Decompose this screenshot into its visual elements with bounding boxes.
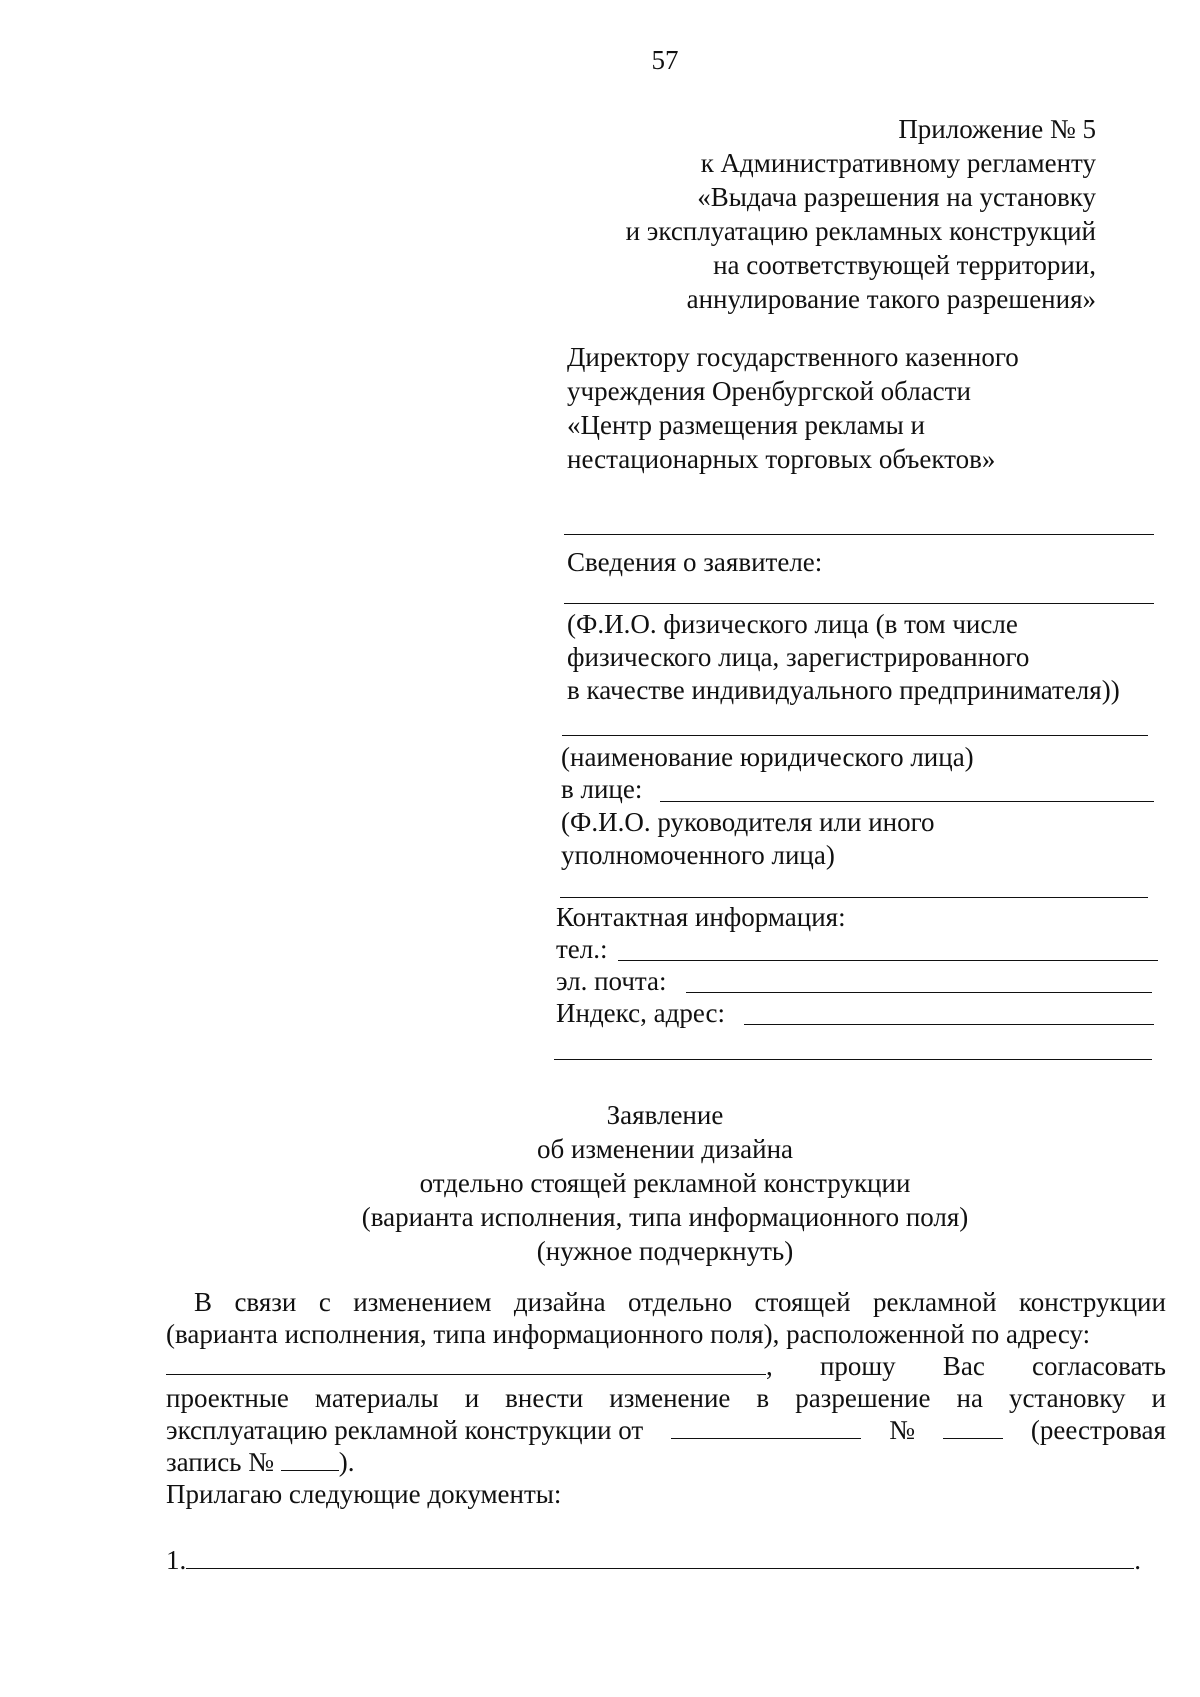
appendix-line: на соответствующей территории, [713, 250, 1096, 280]
representative-caption [561, 806, 935, 872]
body-word: отдельно [628, 1287, 733, 1317]
email-field[interactable] [686, 992, 1152, 993]
body-word: разрешение [795, 1383, 931, 1413]
body-word: стоящей [754, 1287, 851, 1317]
individual-caption [567, 608, 1120, 707]
permit-number-blank[interactable] [943, 1414, 1003, 1439]
body-text-fragment: запись № [166, 1447, 274, 1477]
statement-title-line: (нужное подчеркнуть) [536, 1236, 794, 1266]
body-line-3 [166, 1350, 1166, 1382]
appendix-line: «Выдача разрешения на установку [697, 182, 1096, 212]
address-label: Индекс, адрес: [556, 998, 725, 1028]
addressee-line: нестационарных торговых объектов» [567, 444, 996, 474]
body-word: В [194, 1287, 213, 1317]
representative-caption-line: (Ф.И.О. руководителя или иного [561, 807, 935, 837]
individual-name-line[interactable] [564, 603, 1154, 604]
body-line-2: (варианта исполнения, типа информационного поля), расположенной по адресу: [166, 1319, 1091, 1349]
body-line-6 [166, 1446, 1166, 1478]
body-text-fragment: эксплуатацию рекламной конструкции от [166, 1415, 644, 1445]
statement-body [166, 1286, 1166, 1576]
page-number: 57 [651, 45, 679, 75]
body-word: с [318, 1287, 331, 1317]
body-line-5 [166, 1414, 1166, 1446]
addressee-line: «Центр размещения рекламы и [567, 410, 925, 440]
registry-number-blank[interactable] [281, 1446, 339, 1471]
body-line-4 [166, 1382, 1166, 1414]
represented-by-label: в лице: [561, 774, 643, 804]
statement-title [0, 1098, 1200, 1268]
number-sign: № [889, 1415, 915, 1445]
addressee-name-line[interactable] [564, 534, 1154, 535]
address-extra-line[interactable] [554, 1059, 1152, 1060]
attachment-field-1[interactable] [186, 1544, 1134, 1569]
representative-line[interactable] [660, 801, 1154, 802]
legal-entity-line[interactable] [562, 735, 1148, 736]
statement-title-line: (варианта исполнения, типа информационного поля) [361, 1202, 969, 1232]
addressee-line: Директору государственного казенного [567, 342, 1019, 372]
body-word: и [464, 1383, 480, 1413]
appendix-header [626, 112, 1096, 316]
body-word: материалы [314, 1383, 439, 1413]
body-word: и [1151, 1383, 1166, 1413]
email-label: эл. почта: [556, 966, 667, 996]
body-word: проектные [166, 1383, 289, 1413]
appendix-line: и эксплуатацию рекламных конструкций [625, 216, 1096, 246]
statement-title-line: отдельно стоящей рекламной конструкции [419, 1168, 911, 1198]
body-word: изменением [353, 1287, 492, 1317]
body-word: связи [234, 1287, 297, 1317]
applicant-heading: Сведения о заявителе: [567, 547, 823, 577]
body-word: внести [505, 1383, 584, 1413]
statement-title-line: Заявление [606, 1100, 724, 1130]
body-word: конструкции [1019, 1287, 1166, 1317]
address-blank-group [166, 1350, 773, 1382]
body-word: на [956, 1383, 983, 1413]
body-word: рекламной [873, 1287, 997, 1317]
body-word: Вас [942, 1351, 985, 1381]
body-word: прошу [819, 1351, 896, 1381]
attachment-number: 1. [166, 1545, 187, 1575]
appendix-line: к Административному регламенту [700, 148, 1096, 178]
appendix-line: аннулирование такого разрешения» [686, 284, 1096, 314]
attachments-label: Прилагаю следующие документы: [166, 1479, 562, 1509]
body-text-fragment: ). [338, 1447, 355, 1477]
addressee-line: учреждения Оренбургской области [567, 376, 971, 406]
body-word: в [756, 1383, 770, 1413]
contact-heading: Контактная информация: [556, 902, 846, 932]
body-word: дизайна [513, 1287, 606, 1317]
legal-entity-caption: (наименование юридического лица) [561, 742, 974, 772]
appendix-line: Приложение № 5 [898, 114, 1096, 144]
body-line-1 [166, 1286, 1166, 1318]
address-field[interactable] [744, 1024, 1154, 1025]
addressee-block [567, 340, 1019, 476]
address-blank[interactable] [166, 1350, 766, 1375]
individual-caption-line: физического лица, зарегистрированного [567, 642, 1030, 672]
phone-label: тел.: [556, 934, 608, 964]
body-word: установку [1008, 1383, 1126, 1413]
statement-title-line: об изменении дизайна [536, 1134, 794, 1164]
permit-date-blank[interactable] [671, 1414, 861, 1439]
individual-caption-line: в качестве индивидуального предпринимателя)) [567, 675, 1120, 705]
attachment-item-1 [166, 1544, 1166, 1576]
body-text-fragment: (реестровая [1030, 1415, 1166, 1445]
representative-caption-line: уполномоченного лица) [561, 840, 835, 870]
representative-extra-line[interactable] [560, 897, 1148, 898]
body-word: согласовать [1032, 1351, 1166, 1381]
comma: , [766, 1351, 773, 1381]
attachment-period: . [1134, 1545, 1141, 1575]
body-word: изменение [609, 1383, 731, 1413]
phone-field[interactable] [618, 960, 1158, 961]
individual-caption-line: (Ф.И.О. физического лица (в том числе [567, 609, 1018, 639]
